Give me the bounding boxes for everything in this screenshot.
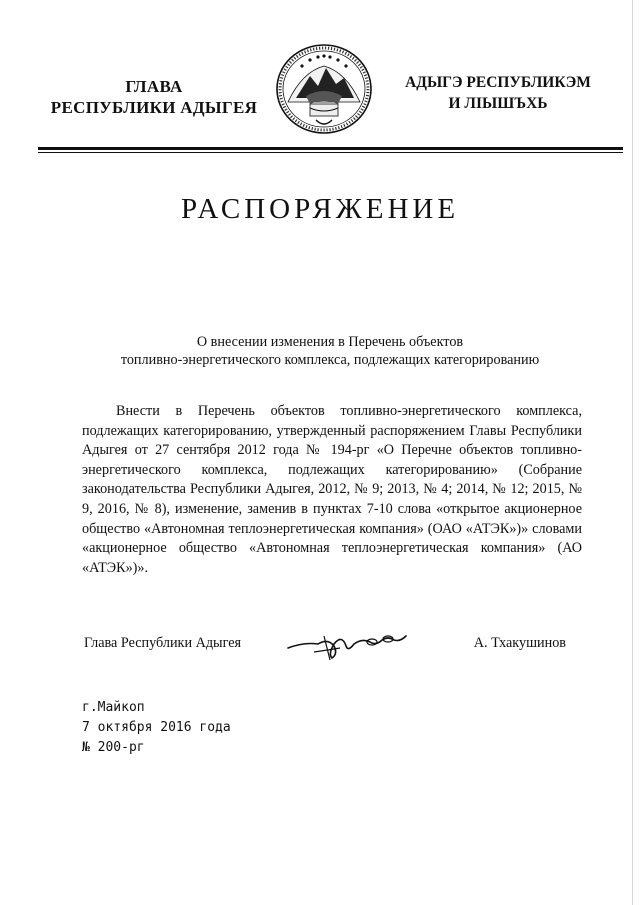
- subject-line-1: О внесении изменения в Перечень объектов: [196, 334, 464, 350]
- subject-line-2: топливно-энергетического комплекса, подлежащих категорированию: [120, 352, 540, 368]
- document-footer: [82, 698, 231, 758]
- document-body: Внести в Перечень объектов топливно-энергетического комплекса, подлежащих категорированию, утвержденный распоряжением Главы Республики Адыгея от 27 сентября 2012 года № 194-рг «О Перечне объектов топливно-энергетического комплекса, подлежащих категорированию» (Собрание законодательства Республики Адыгея, 2012, № 9; 2013, № 4; 2014, № 12; 2015, № 9, 2016, № 8), изменение, заменив в пунктах 7-10 слова «открытое акционерное общество «Автономная теплоэнергетическая компания» (ОАО «АТЭК»)» словами «акционерное общество «Автономная теплоэнергетическая компания» (АО «АТЭК»)».: [82, 403, 582, 576]
- footer-city: г.Майкоп: [82, 700, 145, 715]
- signatory-title: Глава Республики Адыгея: [84, 635, 242, 651]
- document-type-title: РАСПОРЯЖЕНИЕ: [180, 193, 460, 225]
- scan-edge: [632, 0, 633, 905]
- signatory-name: А. Тхакушинов: [473, 635, 566, 651]
- handwritten-signature-icon: [284, 624, 414, 664]
- header-right-line-1: АДЫГЭ РЕСПУБЛИКЭМ: [405, 74, 591, 91]
- header-rule-thin: [38, 152, 623, 153]
- coat-of-arms-icon: [272, 42, 376, 136]
- document-subject: [80, 333, 580, 369]
- header-right: [378, 72, 618, 114]
- header-left: [40, 76, 268, 118]
- signature-block: [84, 630, 566, 670]
- header-right-line-2: И ЛІЫШЪХЬ: [448, 95, 548, 112]
- footer-number: № 200-рг: [82, 740, 145, 755]
- header-left-line-1: ГЛАВА: [125, 77, 183, 96]
- header-rule-thick: [38, 147, 623, 150]
- header-left-line-2: РЕСПУБЛИКИ АДЫГЕЯ: [50, 98, 258, 117]
- footer-date: 7 октября 2016 года: [82, 720, 231, 735]
